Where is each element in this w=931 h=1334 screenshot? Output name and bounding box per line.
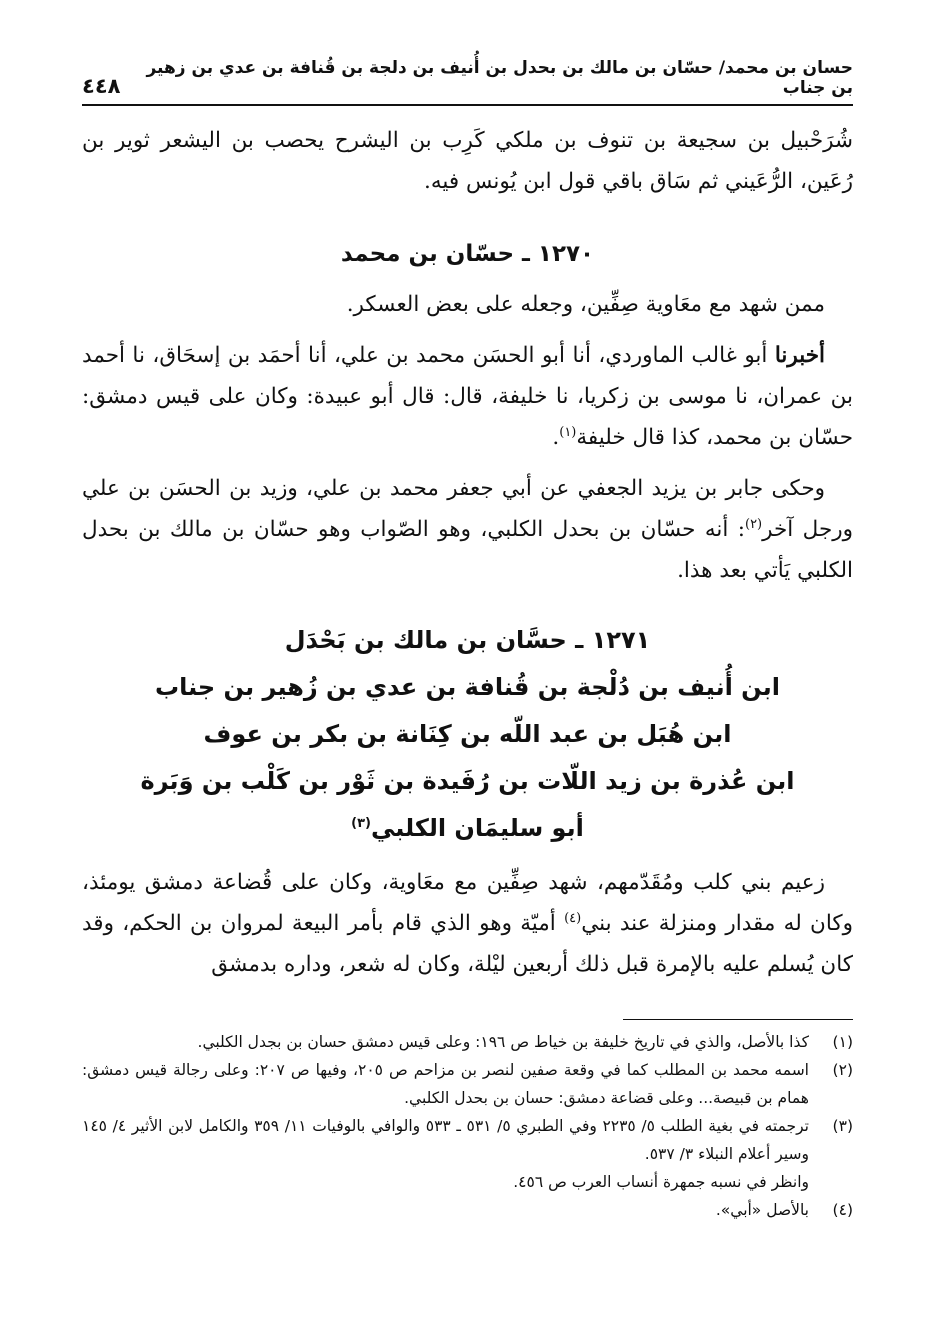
footnote-text: وانظر في نسبه جمهرة أنساب العرب ص ٤٥٦. [513, 1173, 809, 1191]
main-text [82, 120, 853, 985]
entry-1270-isnad [82, 335, 853, 458]
entry-1271-text [82, 862, 853, 985]
page-number: ٤٤٨ [82, 74, 121, 98]
footnote-marker-2[interactable]: (٢) [744, 516, 763, 532]
entry-1270-intro: ممن شهد مع معَاوية صِفِّين، وجعله على بعض العسكر. [346, 292, 825, 317]
entry-heading-1270: ١٢٧٠ ـ حسّان بن محمد [340, 241, 595, 267]
footnote-number: (٣) [832, 1117, 853, 1135]
footnote-number: (١) [832, 1033, 853, 1051]
footnote-separator [623, 1019, 853, 1020]
footnote-text: اسمه محمد بن المطلب كما في وقعة صفين لنصر بن مزاحم ص ٢٠٥، وفيها ص ٢٠٧: وعلى رجالة قيس دمشق: همام بن قبيصة... وعلى قضاعة دمشق: حسان بن بحدل الكلبي. [82, 1061, 809, 1107]
footnotes [82, 1028, 853, 1224]
isnad-end: . [552, 425, 560, 450]
footnote-marker-3[interactable]: (٣) [351, 816, 371, 831]
running-title: حسان بن محمد/ حسّان بن مالك بن بحدل بن أُنيف بن دلجة بن قُنافة بن عدي بن زهير بن جناب [146, 58, 853, 98]
footnote-text: كذا بالأصل، والذي في تاريخ خليفة بن خياط ص ١٩٦: وعلى قيس دمشق حسان بن بجدل الكلبي. [197, 1033, 809, 1051]
footnote-2 [82, 1056, 853, 1112]
heading-line-5 [82, 805, 853, 852]
heading-line-3: ابن هُبَل بن عبد اللّه بن كِنَانة بن بكر بن عوف [203, 720, 732, 748]
report-text-a: وحكى جابر بن يزيد الجعفي عن أبي جعفر محمد بن علي، وزيد بن الحسَن بن علي ورجل آخر [82, 476, 853, 542]
footnote-text: بالأصل «أبي». [715, 1201, 809, 1219]
footnote-3 [82, 1112, 853, 1168]
footnote-number: (٢) [832, 1061, 853, 1079]
heading-line-1: ١٢٧١ ـ حسَّان بن مالك بن بَحْدَل [284, 626, 651, 654]
kunya-text: أبو سليمَان الكلبي [370, 814, 584, 842]
akhbarna-word: أخبرنا [774, 343, 825, 368]
heading-line-2: ابن أُنيف بن دُلْجة بن قُنافة بن عدي بن زُهير بن جناب [154, 673, 781, 701]
continuation-paragraph: شُرَحْبيل بن سجيعة بن تنوف بن ملكي كَرِب بن اليشرح يحصب بن اليشعر ثوير بن رُعَين، الرُّعَيني ثم سَاق باقي قول ابن يُونس فيه. [82, 128, 853, 194]
footnote-text: ترجمته في بغية الطلب ٥/ ٢٢٣٥ وفي الطبري ٥/ ٥٣١ ـ ٥٣٣ والوافي بالوفيات ١١/ ٣٥٩ والكامل لابن الأثير ٤/ ١٤٥ وسير أعلام النبلاء ٣/ ٥٣٧. [82, 1117, 809, 1163]
running-header [82, 58, 853, 106]
entry-1271-text-b: أميّة وهو الذي قام بأمر البيعة لمروان بن الحكم، وقد كان يُسلم عليه بالإمرة قبل ذلك أربعين ليْلة، وكان له شعر، وداره بدمشق [82, 911, 853, 977]
heading-line-4: ابن عُذرة بن زيد اللّات بن رُفَيدة بن ثَوْر بن كَلْب بن وَبَرة [140, 767, 795, 795]
footnote-1 [82, 1028, 853, 1056]
entry-1271-text-a: زعيم بني كلب ومُقَدّمهم، شهد صِفِّين مع معَاوية، وكان على قُضاعة دمشق يومئذ، وكان له مقدار ومنزلة عند بني [82, 870, 854, 936]
isnad-text: أبو غالب الماوردي، أنا أبو الحسَن محمد بن علي، أنا أحمَد بن إسحَاق، نا أحمد بن عمران، نا موسى بن زكريا، نا خليفة، قال: قال أبو عبيدة: وكان على قيس دمشق: حسّان بن محمد، كذا قال خليفة [82, 343, 853, 450]
entry-heading-1271 [82, 617, 853, 852]
report-text-b: : أنه حسّان بن بحدل الكلبي، وهو الصّواب وهو حسّان بن مالك بن بحدل الكلبي يَأتي بعد هذا. [82, 517, 853, 583]
footnote-number: (٤) [832, 1201, 853, 1219]
entry-1270-report [82, 468, 853, 591]
footnote-4 [82, 1196, 853, 1224]
footnote-3-continuation [82, 1168, 853, 1196]
footnote-marker-4[interactable]: (٤) [564, 910, 582, 926]
footnote-marker-1[interactable]: (١) [559, 424, 577, 440]
